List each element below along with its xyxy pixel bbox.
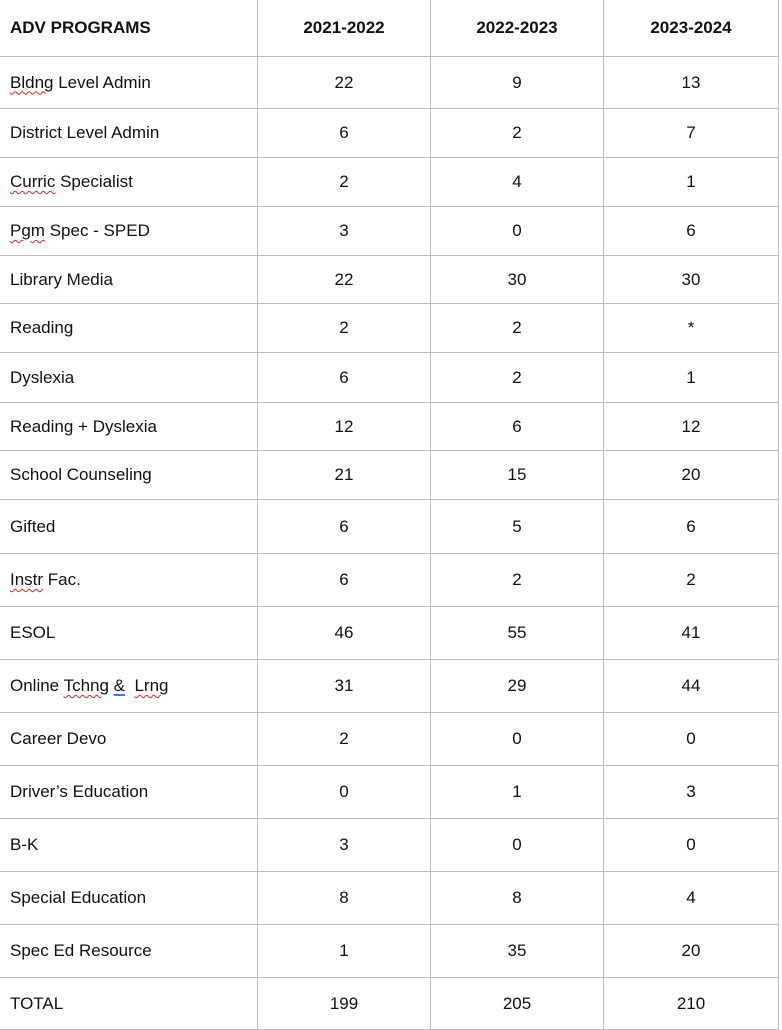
value-2022-2023-cell: 0 (431, 819, 604, 872)
value-2021-2022-cell: 46 (258, 607, 431, 660)
table-row (0, 109, 779, 158)
table-row (0, 819, 779, 872)
value-2021-2022-cell: 22 (258, 256, 431, 304)
value-2022-2023-cell: 205 (431, 978, 604, 1030)
value-2022-2023-cell: 30 (431, 256, 604, 304)
table-row (0, 925, 779, 978)
header-2021-2022: 2021-2022 (258, 0, 431, 57)
table-row (0, 304, 779, 353)
program-cell: Library Media (0, 256, 258, 304)
program-cell: Special Education (0, 872, 258, 925)
value-2022-2023-cell: 1 (431, 766, 604, 819)
value-2023-2024-cell: 20 (604, 925, 779, 978)
value-2023-2024-cell: 1 (604, 353, 779, 403)
header-adv-programs: ADV PROGRAMS (0, 0, 258, 57)
program-cell: School Counseling (0, 451, 258, 500)
table-row (0, 713, 779, 766)
value-2023-2024-cell: 44 (604, 660, 779, 713)
value-2022-2023-cell: 35 (431, 925, 604, 978)
value-2022-2023-cell: 15 (431, 451, 604, 500)
table-row (0, 500, 779, 554)
value-2023-2024-cell: 30 (604, 256, 779, 304)
program-cell: District Level Admin (0, 109, 258, 158)
program-cell: Bldng Level Admin (0, 57, 258, 109)
program-cell: Reading (0, 304, 258, 353)
table-row (0, 57, 779, 109)
value-2023-2024-cell: 1 (604, 158, 779, 207)
program-cell: Driver’s Education (0, 766, 258, 819)
program-cell: Online Tchng & Lrng (0, 660, 258, 713)
table-row (0, 978, 779, 1030)
value-2023-2024-cell: 0 (604, 713, 779, 766)
program-cell: Gifted (0, 500, 258, 554)
table-header-row (0, 0, 779, 57)
table-row (0, 207, 779, 256)
value-2021-2022-cell: 2 (258, 304, 431, 353)
value-2023-2024-cell: 0 (604, 819, 779, 872)
value-2023-2024-cell: 6 (604, 207, 779, 256)
value-2022-2023-cell: 29 (431, 660, 604, 713)
value-2021-2022-cell: 21 (258, 451, 431, 500)
table-row (0, 607, 779, 660)
value-2021-2022-cell: 3 (258, 207, 431, 256)
table-row (0, 403, 779, 451)
program-cell: Pgm Spec - SPED (0, 207, 258, 256)
value-2021-2022-cell: 31 (258, 660, 431, 713)
table-row (0, 554, 779, 607)
value-2023-2024-cell: 12 (604, 403, 779, 451)
value-2022-2023-cell: 55 (431, 607, 604, 660)
program-cell: B-K (0, 819, 258, 872)
value-2023-2024-cell: 7 (604, 109, 779, 158)
program-cell: ESOL (0, 607, 258, 660)
value-2021-2022-cell: 8 (258, 872, 431, 925)
value-2023-2024-cell: * (604, 304, 779, 353)
value-2021-2022-cell: 199 (258, 978, 431, 1030)
program-cell: Career Devo (0, 713, 258, 766)
value-2022-2023-cell: 8 (431, 872, 604, 925)
value-2023-2024-cell: 2 (604, 554, 779, 607)
value-2022-2023-cell: 2 (431, 554, 604, 607)
value-2023-2024-cell: 210 (604, 978, 779, 1030)
header-2023-2024: 2023-2024 (604, 0, 779, 57)
program-cell: Dyslexia (0, 353, 258, 403)
value-2021-2022-cell: 2 (258, 158, 431, 207)
value-2022-2023-cell: 2 (431, 353, 604, 403)
value-2021-2022-cell: 6 (258, 554, 431, 607)
program-cell: TOTAL (0, 978, 258, 1030)
table-row (0, 451, 779, 500)
table-row (0, 158, 779, 207)
table-row (0, 353, 779, 403)
value-2022-2023-cell: 4 (431, 158, 604, 207)
value-2021-2022-cell: 6 (258, 500, 431, 554)
program-cell: Instr Fac. (0, 554, 258, 607)
value-2021-2022-cell: 2 (258, 713, 431, 766)
value-2022-2023-cell: 9 (431, 57, 604, 109)
value-2021-2022-cell: 6 (258, 353, 431, 403)
value-2022-2023-cell: 2 (431, 109, 604, 158)
value-2021-2022-cell: 6 (258, 109, 431, 158)
value-2021-2022-cell: 22 (258, 57, 431, 109)
table-row (0, 766, 779, 819)
value-2022-2023-cell: 2 (431, 304, 604, 353)
table-body (0, 57, 779, 1030)
table-row (0, 872, 779, 925)
program-cell: Curric Specialist (0, 158, 258, 207)
value-2021-2022-cell: 12 (258, 403, 431, 451)
table-row (0, 256, 779, 304)
value-2022-2023-cell: 0 (431, 713, 604, 766)
value-2023-2024-cell: 4 (604, 872, 779, 925)
table-row (0, 660, 779, 713)
program-cell: Spec Ed Resource (0, 925, 258, 978)
value-2022-2023-cell: 5 (431, 500, 604, 554)
value-2023-2024-cell: 41 (604, 607, 779, 660)
value-2022-2023-cell: 0 (431, 207, 604, 256)
header-2022-2023: 2022-2023 (431, 0, 604, 57)
value-2022-2023-cell: 6 (431, 403, 604, 451)
value-2021-2022-cell: 1 (258, 925, 431, 978)
value-2023-2024-cell: 13 (604, 57, 779, 109)
value-2023-2024-cell: 3 (604, 766, 779, 819)
value-2023-2024-cell: 20 (604, 451, 779, 500)
value-2021-2022-cell: 0 (258, 766, 431, 819)
value-2023-2024-cell: 6 (604, 500, 779, 554)
program-cell: Reading + Dyslexia (0, 403, 258, 451)
value-2021-2022-cell: 3 (258, 819, 431, 872)
